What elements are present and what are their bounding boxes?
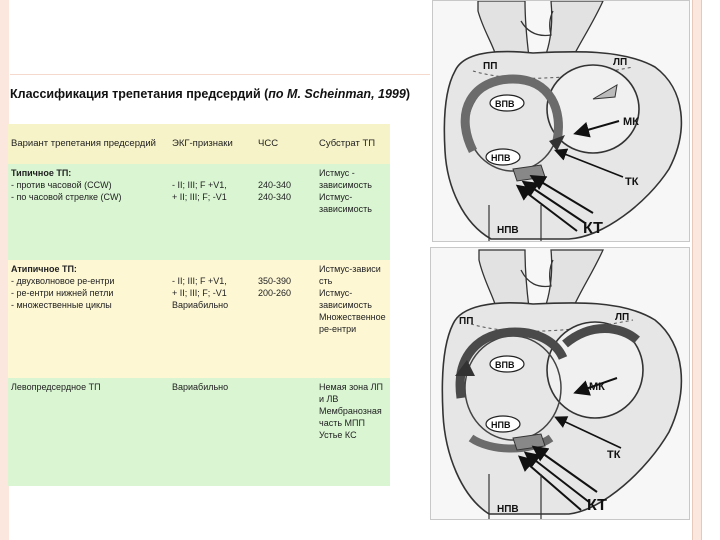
lp-label: ЛП xyxy=(615,312,630,323)
cell-line: Истмус-зависи xyxy=(319,264,381,274)
cell-line: ре-ентри xyxy=(319,323,357,334)
pp-label: ПП xyxy=(483,61,498,72)
title-main: Классификация трепетания предсердий ( xyxy=(10,87,269,101)
substrate-cell xyxy=(316,378,390,486)
pp-label: ПП xyxy=(459,316,474,327)
cell-line: 240-340 xyxy=(258,179,292,190)
cell-line xyxy=(258,264,313,276)
cell-line: + II; III; F; -V1 xyxy=(172,287,227,298)
table-row xyxy=(8,378,390,486)
cell-line: зависимость xyxy=(319,203,372,214)
cell-line: Немая зона ЛП xyxy=(319,382,383,392)
cell-line: и ЛВ xyxy=(319,393,339,404)
heart-diagram-bottom-svg xyxy=(431,248,689,519)
right-accent-bar xyxy=(692,0,702,540)
rate-cell xyxy=(255,260,316,378)
ivc-ring-label: НПВ xyxy=(491,153,511,163)
cell-line: 200-260 xyxy=(258,287,292,298)
cell-line: Мембранозная xyxy=(319,405,382,416)
header-cell: Вариант трепетания предсердий xyxy=(8,124,169,164)
cell-line: Множественное xyxy=(319,311,386,322)
classification-table xyxy=(8,124,390,486)
cell-line: - двухволновое ре-ентри xyxy=(11,275,115,286)
vessel-shape xyxy=(545,1,603,57)
header-cell: ЧСС xyxy=(255,124,316,164)
top-divider xyxy=(10,74,430,75)
lp-label: ЛП xyxy=(613,57,628,68)
substrate-cell xyxy=(316,164,390,260)
cell-line: Истмус- xyxy=(319,191,353,202)
table-row xyxy=(8,164,390,260)
cell-line: - ре-ентри нижней петли xyxy=(11,287,114,298)
cell-line: Типичное ТП: xyxy=(11,168,72,178)
table-row xyxy=(8,260,390,378)
cell-line: зависимость xyxy=(319,179,372,190)
cell-line: - множественные циклы xyxy=(11,299,112,310)
title-close: ) xyxy=(405,87,410,101)
type-cell xyxy=(8,378,169,486)
kt-label: КТ xyxy=(583,220,603,237)
mk-label: МК xyxy=(623,116,639,128)
cell-line: зависимость xyxy=(319,299,372,310)
cell-line: Левопредсердное ТП xyxy=(11,382,101,392)
ivc-bottom-label: НПВ xyxy=(497,225,519,236)
svc-label: ВПВ xyxy=(495,99,515,109)
tk-label: ТК xyxy=(625,176,639,188)
cell-line xyxy=(258,168,313,180)
rate-cell xyxy=(255,164,316,260)
cell-line: + II; III; F; -V1 xyxy=(172,191,227,202)
ecg-cell xyxy=(169,378,255,486)
ecg-cell xyxy=(169,260,255,378)
vessel-shape xyxy=(478,1,529,57)
cell-line: 240-340 xyxy=(258,191,292,202)
cell-line: Вариабильно xyxy=(172,382,229,392)
cell-line: Истмус- xyxy=(319,287,353,298)
vessel-shape xyxy=(545,250,603,308)
substrate-cell xyxy=(316,260,390,378)
cell-line: - против часовой (CCW) xyxy=(11,179,112,190)
vessel-shape xyxy=(479,250,529,308)
cell-line: Вариабильно xyxy=(172,299,229,310)
kt-label: КТ xyxy=(587,497,607,514)
svc-label: ВПВ xyxy=(495,360,515,370)
cell-line xyxy=(172,168,252,180)
heart-diagram-top xyxy=(432,0,690,242)
cell-line: Атипичное ТП: xyxy=(11,264,77,274)
table-header-row xyxy=(8,124,390,164)
cell-line: - II; III; F +V1, xyxy=(172,179,227,190)
cell-line: часть МПП xyxy=(319,417,365,428)
cell-line: - II; III; F +V1, xyxy=(172,275,227,286)
heart-diagram-bottom xyxy=(430,247,690,520)
cell-line: - по часовой стрелке (CW) xyxy=(11,191,122,202)
header-cell: Субстрат ТП xyxy=(316,124,390,164)
header-cell: ЭКГ-признаки xyxy=(169,124,255,164)
mk-label: МК xyxy=(589,381,605,393)
tk-label: ТК xyxy=(607,449,621,461)
ecg-cell xyxy=(169,164,255,260)
title-citation: по M. Scheinman, 1999 xyxy=(268,87,406,101)
type-cell xyxy=(8,260,169,378)
slide-title xyxy=(10,87,410,101)
cell-line xyxy=(172,264,252,276)
cell-line: 350-390 xyxy=(258,275,292,286)
heart-diagram-top-svg xyxy=(433,1,689,241)
cell-line: Устье КС xyxy=(319,429,357,440)
type-cell xyxy=(8,164,169,260)
cell-line: сть xyxy=(319,275,333,286)
cell-line: Истмус - xyxy=(319,168,355,178)
ivc-ring-label: НПВ xyxy=(491,420,511,430)
rate-cell xyxy=(255,378,316,486)
ivc-bottom-label: НПВ xyxy=(497,504,519,515)
